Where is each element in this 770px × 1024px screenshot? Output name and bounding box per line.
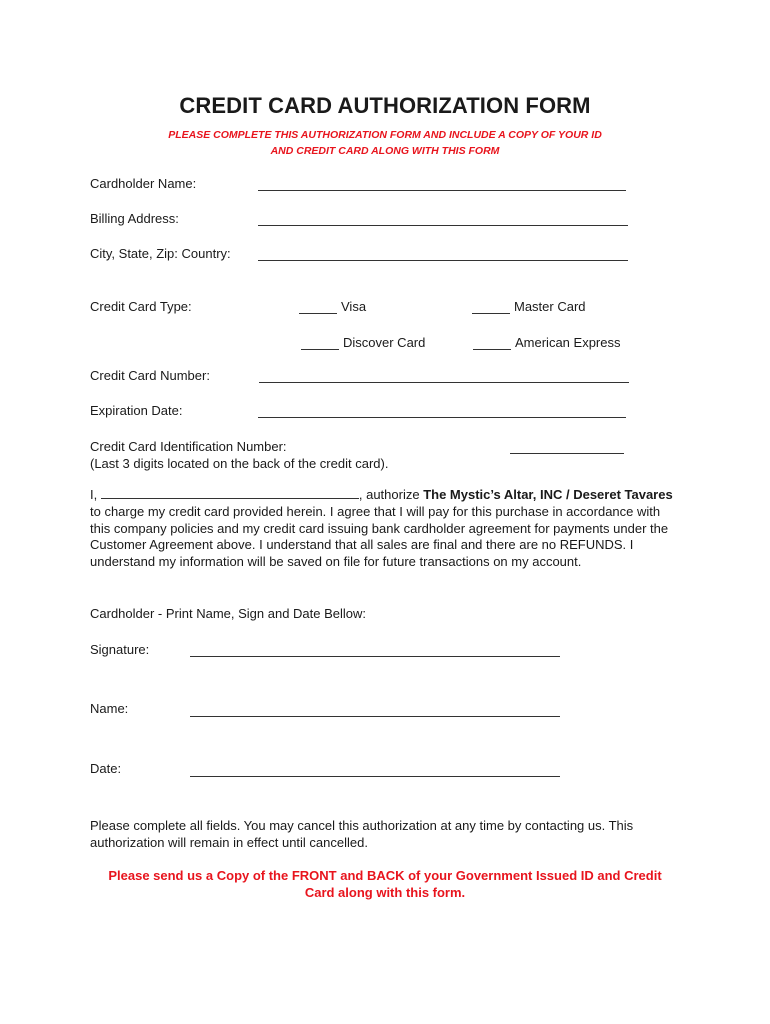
visa-option-label: Visa [341,299,367,314]
name-label: Name: [90,701,129,716]
authorizer-name-field[interactable] [101,487,359,499]
discover-option-label: Discover Card [343,335,426,350]
billing-address-label: Billing Address: [90,211,179,226]
instruction-line-1: PLEASE COMPLETE THIS AUTHORIZATION FORM AND INCLUDE A COPY OF YOUR ID [168,129,602,141]
company-name: The Mystic’s Altar, INC / Deseret Tavares [423,487,673,502]
mastercard-option-label: Master Card [514,299,586,314]
auth-body: to charge my credit card provided herein. I agree that I will pay for this purchase in accordance with this company policies and my credit card issuing bank cardholder agreement for payments under the Customer Agreement above. I understand that all sales are final and there are no REFUNDS. I understand my information will be saved on file for future transactions on my account. [90,503,669,570]
date-field[interactable] [190,763,560,777]
authorization-paragraph [90,487,680,571]
billing-address-field[interactable] [258,212,628,226]
date-label: Date: [90,761,122,776]
expiration-field[interactable] [258,404,626,418]
name-field[interactable] [190,703,560,717]
expiration-label: Expiration Date: [90,403,183,418]
cardholder-name-field[interactable] [258,177,626,191]
cid-hint: (Last 3 digits located on the back of the credit card). [90,456,389,471]
amex-option-label: American Express [515,335,621,350]
signoff-heading: Cardholder - Print Name, Sign and Date Bellow: [90,606,367,621]
city-state-zip-field[interactable] [258,247,628,261]
footer-note: Please complete all fields. You may cancel this authorization at any time by contacting us. This authorization will remain in effect until cancelled. [90,818,634,850]
signature-field[interactable] [190,643,560,657]
instruction-line-2: AND CREDIT CARD ALONG WITH THIS FORM [270,145,500,157]
visa-checkbox-line[interactable] [299,300,337,314]
signature-label: Signature: [90,642,150,657]
cid-label: Credit Card Identification Number: [90,439,287,454]
card-number-label: Credit Card Number: [90,368,210,383]
cid-field[interactable] [510,440,624,454]
discover-checkbox-line[interactable] [301,336,339,350]
card-type-label: Credit Card Type: [90,299,192,314]
amex-checkbox-line[interactable] [473,336,511,350]
page-title: CREDIT CARD AUTHORIZATION FORM [179,93,591,118]
auth-prefix: I, [90,487,98,502]
red-footer-note: Please send us a Copy of the FRONT and BACK of your Government Issued ID and Credit Card along with this form. [108,868,662,900]
cardholder-name-label: Cardholder Name: [90,176,197,191]
mastercard-checkbox-line[interactable] [472,300,510,314]
card-number-field[interactable] [259,369,629,383]
auth-authorize: , authorize [358,487,420,502]
city-state-zip-label: City, State, Zip: Country: [90,246,231,261]
